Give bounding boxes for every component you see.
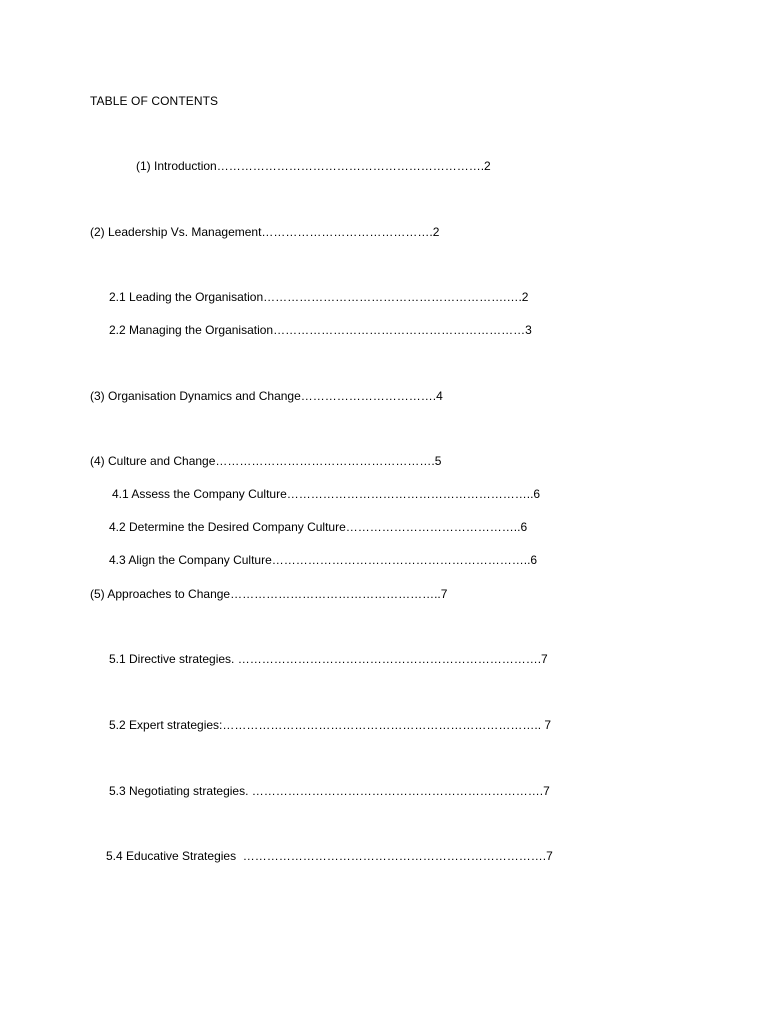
toc-entry-text: 2.2 Managing the Organisation………………………………………………………3 [109, 323, 532, 337]
toc-entry-culture-and-change [90, 454, 441, 469]
toc-entry-text: 5.2 Expert strategies:…………………………………………………………………….. 7 [109, 718, 552, 732]
toc-entry-assess-culture [112, 487, 540, 502]
toc-entry-negotiating-strategies [109, 784, 550, 799]
toc-entry-text: (2) Leadership Vs. Management…………………………………….2 [90, 225, 440, 239]
toc-entry-text: 5.1 Directive strategies. ………………………………………………………………….7 [109, 652, 548, 666]
toc-entry-managing-organisation [109, 323, 532, 338]
toc-entry-text: 4.2 Determine the Desired Company Culture……………………………………..6 [109, 520, 528, 534]
toc-entry-expert-strategies [109, 718, 551, 733]
toc-entry-leading-organisation [109, 290, 528, 305]
toc-entry-align-culture [109, 553, 537, 568]
toc-entry-leadership-vs-management [90, 225, 439, 240]
toc-entry-text: (4) Culture and Change……………………………………………….5 [90, 454, 442, 468]
toc-entry-organisation-dynamics [90, 389, 443, 404]
toc-entry-desired-culture [109, 520, 527, 535]
toc-entry-text: 5.4 Educative Strategies ………………………………………………………………….7 [106, 849, 553, 863]
toc-entry-text: 5.3 Negotiating strategies. ……………………………………………………………….7 [109, 784, 550, 798]
toc-entry-directive-strategies [109, 652, 548, 667]
toc-entry-introduction [136, 159, 491, 174]
toc-entry-educative-strategies [106, 849, 553, 864]
toc-entry-text: (5) Approaches to Change……………………………………………..7 [90, 587, 448, 601]
toc-heading: TABLE OF CONTENTS [90, 94, 219, 108]
toc-entry-text: 4.3 Align the Company Culture………………………………………………………..6 [109, 553, 538, 567]
toc-entry-text: 4.1 Assess the Company Culture……………………………………………………..6 [112, 487, 541, 501]
toc-entry-text: (3) Organisation Dynamics and Change…………………………….4 [90, 389, 443, 403]
toc-entry-text: 2.1 Leading the Organisation…………………………………………………….….2 [109, 290, 529, 304]
toc-entry-text: (1) Introduction………………………………………………………….2 [136, 159, 491, 173]
toc-entry-approaches-to-change [90, 587, 447, 602]
